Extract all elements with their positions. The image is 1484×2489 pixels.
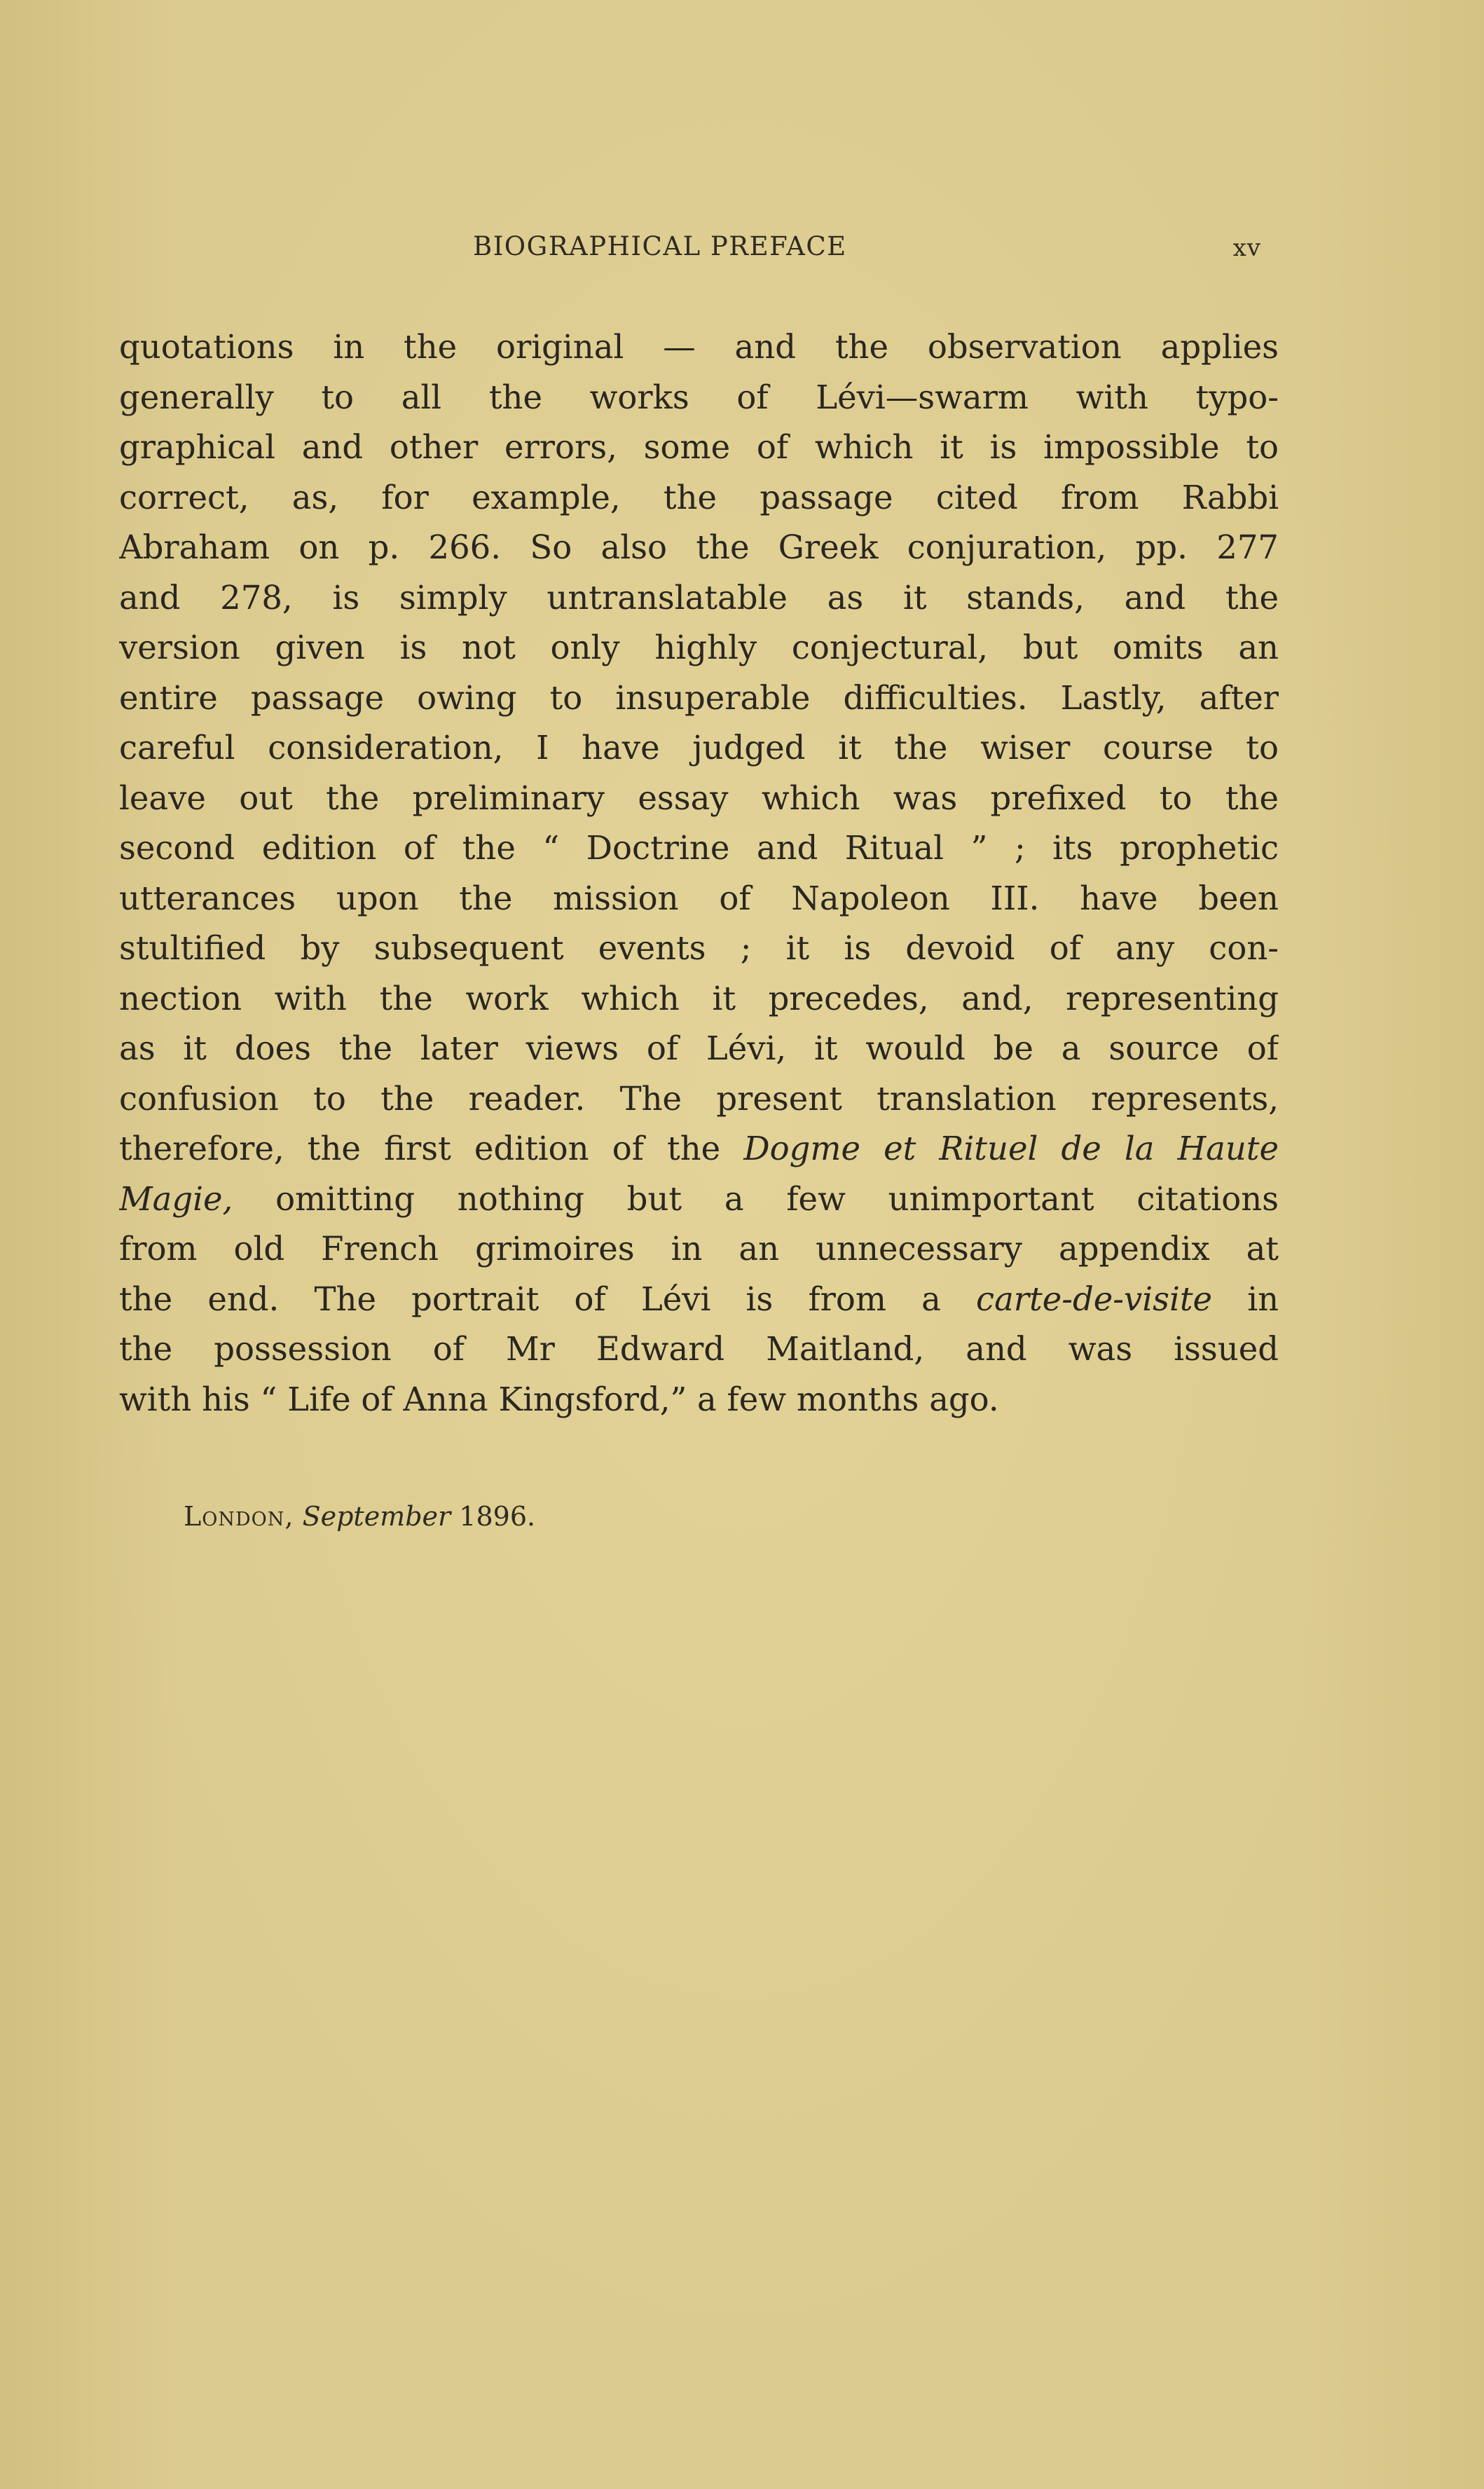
text-line: stultified by subsequent events ; it is devoid of any con- <box>119 929 1279 967</box>
text-line: nection with the work which it precedes, and, representing <box>119 979 1279 1017</box>
text-line: graphical and other errors, some of which it is impossible to <box>119 428 1279 466</box>
text-line-mixed <box>119 1124 1279 1174</box>
signature-year: 1896. <box>459 1501 536 1532</box>
text-line: as it does the later views of Lévi, it would be a source of <box>119 1029 1279 1067</box>
text-line: with his “ Life of Anna Kingsford,” a few months ago. <box>119 1380 999 1418</box>
text-line: confusion to the reader. The present translation represents, <box>119 1079 1279 1118</box>
place-date-signature <box>184 1501 535 1532</box>
italic-title: Dogme et Rituel de la Haute <box>743 1130 1279 1167</box>
text-line-mixed <box>119 1174 1279 1225</box>
text-line: second edition of the “ Doctrine and Ritual ” ; its prophetic <box>119 829 1279 867</box>
text-line: generally to all the works of Lévi—swarm with typo- <box>119 378 1279 416</box>
signature-place: London, <box>184 1501 294 1532</box>
signature-month: September <box>302 1501 451 1532</box>
text-run: therefore, the first edition of the <box>119 1130 721 1167</box>
text-line: Abraham on p. 266. So also the Greek conjuration, pp. 277 <box>119 528 1279 566</box>
text-line-mixed <box>119 1275 1279 1325</box>
text-line: quotations in the original — and the observation applies <box>119 328 1279 366</box>
text-line: utterances upon the mission of Napoleon III. have been <box>119 879 1279 917</box>
running-title: BIOGRAPHICAL PREFACE <box>473 231 847 261</box>
text-line: leave out the preliminary essay which was prefixed to the <box>119 779 1279 817</box>
text-line: version given is not only highly conjectural, but omits an <box>119 629 1279 666</box>
text-run: the end. The portrait of Lévi is from a <box>119 1280 941 1318</box>
text-line: from old French grimoires in an unnecessary appendix at <box>119 1230 1279 1268</box>
text-run: in <box>1247 1280 1279 1318</box>
text-line: and 278, is simply untranslatable as it stands, and the <box>119 578 1279 617</box>
text-line: careful consideration, I have judged it the wiser course to <box>119 729 1279 767</box>
text-run: omitting nothing but a few unimportant citations <box>275 1179 1279 1218</box>
running-head <box>119 231 1275 266</box>
text-line: entire passage owing to insuperable difficulties. Lastly, after <box>119 678 1279 717</box>
italic-title: Magie, <box>119 1179 233 1218</box>
body-paragraph <box>119 322 1279 1425</box>
page-number: xv <box>1232 234 1261 262</box>
italic-term: carte-de-visite <box>976 1280 1213 1318</box>
text-line: the possession of Mr Edward Maitland, and was issued <box>119 1330 1279 1368</box>
text-line: correct, as, for example, the passage cited from Rabbi <box>119 478 1279 516</box>
